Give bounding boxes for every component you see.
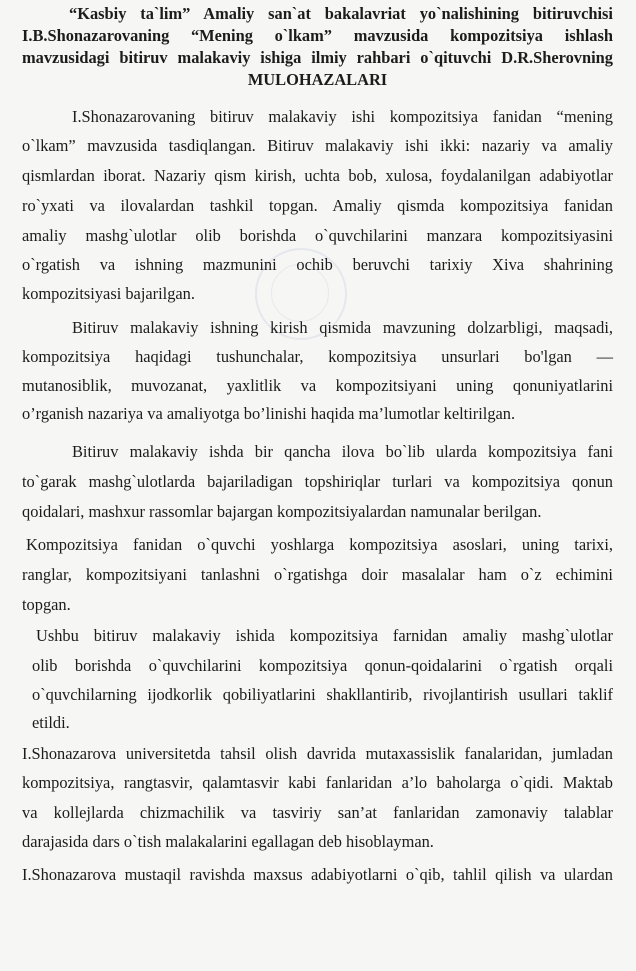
paragraph-line: etildi. bbox=[32, 713, 70, 732]
paragraph-line: olib borishda o`quvchilarini kompozitsiya qonun-qoidalarini o`rgatish orqali bbox=[32, 656, 613, 675]
paragraph-line: Kompozitsiya fanidan o`quvchi yoshlarga kompozitsiya asoslari, uning tarixi, bbox=[26, 535, 613, 554]
paragraph-line: qismlardan iborat. Nazariy qism kirish, uchta bob, xulosa, foydalanilgan adabiyotlar bbox=[22, 166, 613, 185]
paragraph-line: to`garak mashg`ulotlarda bajariladigan topshiriqlar turlari va kompozitsiya qonun bbox=[22, 472, 613, 491]
paragraph-line: darajasida dars o`tish malakalarini egallagan deb hisoblayman. bbox=[22, 832, 434, 851]
paragraph-line: ranglar, kompozitsiyani tanlashni o`rgatishga doir masalalar ham o`z echimini bbox=[22, 565, 613, 584]
paragraph-line: mutanosiblik, muvozanat, yaxlitlik va kompozitsiyani uning qonuniyatlarini bbox=[22, 376, 613, 395]
paragraph-line: Bitiruv malakaviy ishning kirish qismida mavzuning dolzarbligi, maqsadi, bbox=[72, 318, 613, 337]
paragraph-line: Ushbu bitiruv malakaviy ishida kompozitsiya farnidan amaliy mashg`ulotlar bbox=[36, 626, 613, 645]
heading-line-2: I.B.Shonazarovaning “Mening o`lkam” mavzusida kompozitsiya ishlash bbox=[22, 26, 613, 45]
paragraph-line: topgan. bbox=[22, 595, 71, 614]
paragraph-line: o’rganish nazariya va amaliyotga bo’linishi haqida ma’lumotlar keltirilgan. bbox=[22, 404, 516, 423]
heading-title: MULOHAZALARI bbox=[247, 70, 388, 89]
paragraph-line: o`quvchilarning ijodkorlik qobiliyatlarini shakllantirib, rivojlantirish usullari taklif bbox=[32, 685, 613, 704]
paragraph-line: amaliy mashg`ulotlar olib borishda o`quvchilarini manzara kompozitsiyasini bbox=[22, 226, 613, 245]
paragraph-line: o`rgatish va ishning mazmunini ochib beruvchi tarixiy Xiva shahrining bbox=[22, 255, 613, 274]
paragraph-line: va kollejlarda chizmachilik va tasviriy san’at fanlaridan zamonaviy talablar bbox=[22, 803, 613, 822]
paragraph-line: qoidalari, mashxur rassomlar bajargan kompozitsiyalardan namunalar berilgan. bbox=[22, 502, 542, 521]
paragraph-line: kompozitsiya, rangtasvir, qalamtasvir kabi fanlaridan a’lo baholarga o`qidi. Maktab bbox=[22, 773, 613, 792]
paragraph-line: kompozitsiyasi bajarilgan. bbox=[22, 284, 195, 303]
paragraph-line: I.Shonazarovaning bitiruv malakaviy ishi kompozitsiya fanidan “mening bbox=[72, 107, 613, 126]
paragraph-line: I.Shonazarova mustaqil ravishda maxsus adabiyotlarni o`qib, tahlil qilish va ulardan bbox=[22, 865, 613, 884]
paragraph-line: o`lkam” mavzusida tasdiqlangan. Bitiruv malakaviy ishi ikki: nazariy va amaliy bbox=[22, 136, 613, 155]
paragraph-line: I.Shonazarova universitetda tahsil olish davrida mutaxassislik fanalaridan, jumladan bbox=[22, 744, 613, 763]
paragraph-line: ro`yxati va ilovalardan tashkil topgan. Amaliy qismda kompozitsiya fanidan bbox=[22, 196, 613, 215]
paragraph-line: kompozitsiya haqidagi tushunchalar, kompozitsiya unsurlari bo'lgan — bbox=[22, 347, 613, 366]
heading-line-1: “Kasbiy ta`lim” Amaliy san`at bakalavriat yo`nalishining bitiruvchisi bbox=[69, 4, 613, 23]
paragraph-line: Bitiruv malakaviy ishda bir qancha ilova bo`lib ularda kompozitsiya fani bbox=[72, 442, 613, 461]
heading-line-3: mavzusidagi bitiruv malakaviy ishiga ilmiy rahbari o`qituvchi D.R.Sherovning bbox=[22, 48, 613, 67]
